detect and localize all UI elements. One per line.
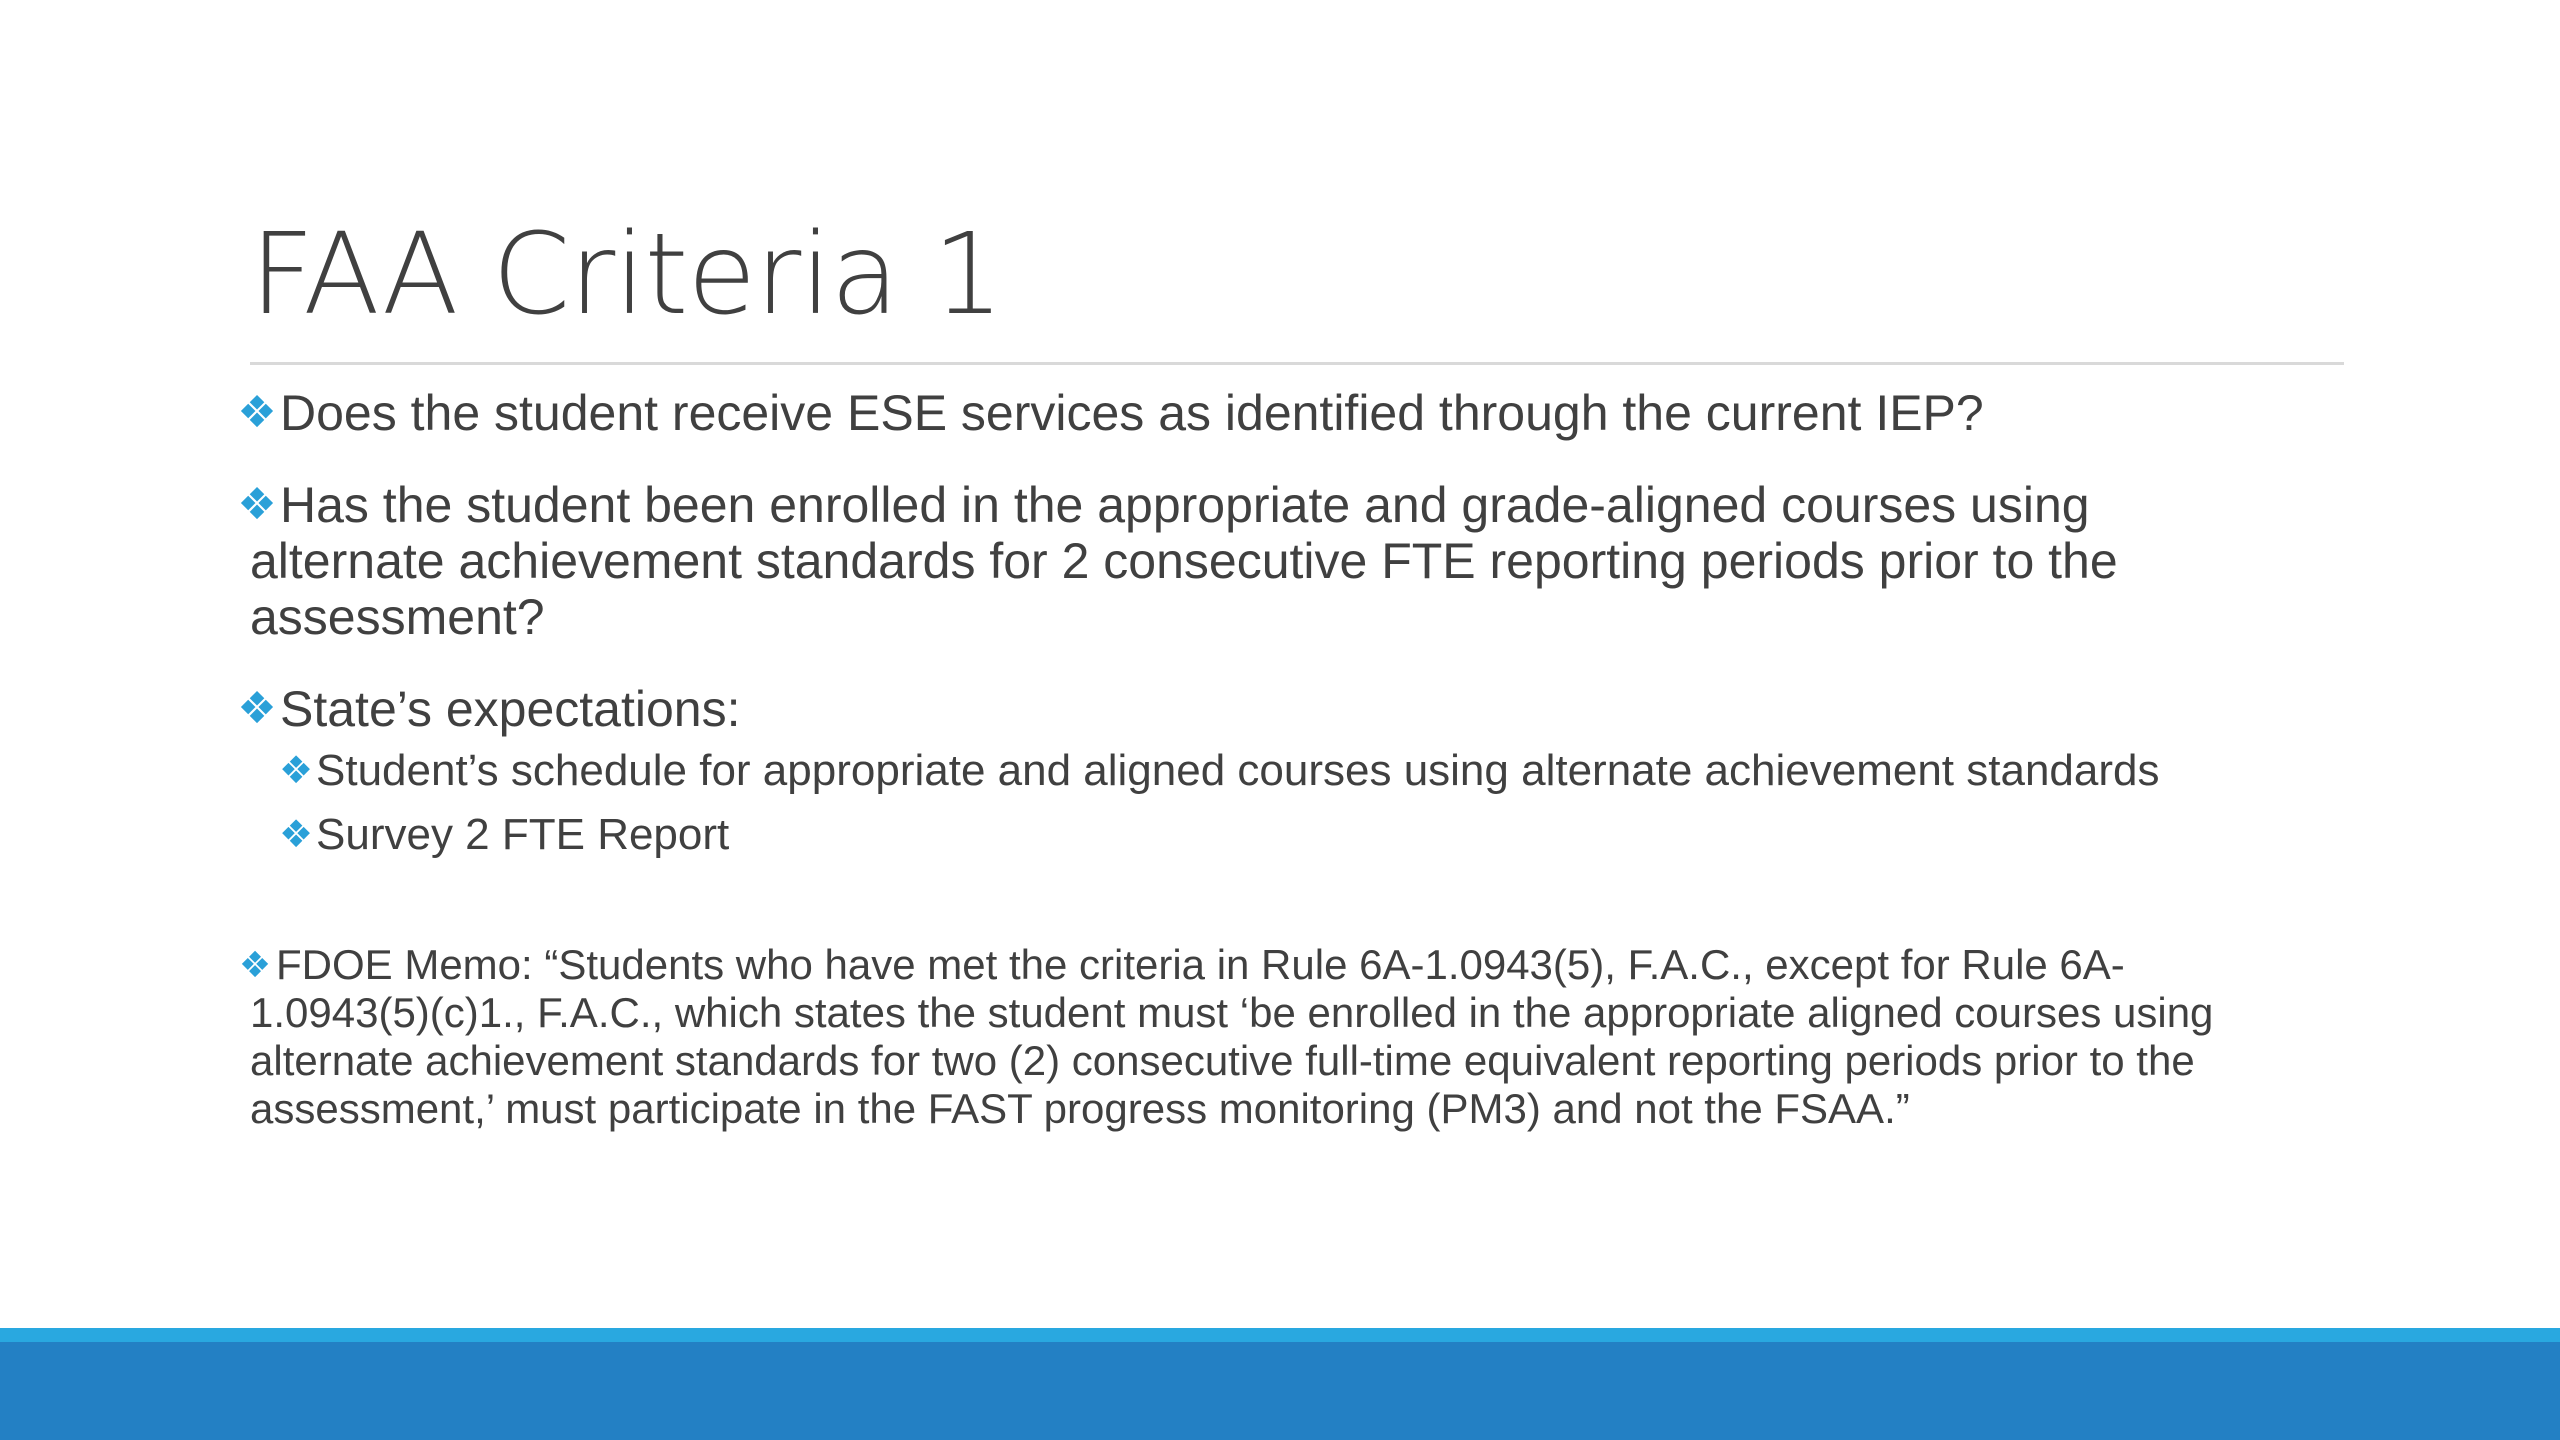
sub-bullet-item-schedule bbox=[276, 745, 2344, 797]
four-diamond-bullet-icon: ❖ bbox=[237, 480, 277, 529]
bullet-text: Does the student receive ESE services as identified through the current IEP? bbox=[280, 385, 1984, 441]
memo-bullet bbox=[234, 941, 2344, 1133]
memo-text-continued: 1.0943(5)(c)1., F.A.C., which states the student must ‘be enrolled in the appropriate aligned courses using alternate achievement standards for two (2) consecutive full-time equivalent reporting periods prior to the assessment,’ must participate in the FAST progress monitoring (PM3) and not the FSAA.” bbox=[250, 989, 2214, 1132]
sub-bullet-text: Survey 2 FTE Report bbox=[316, 810, 730, 859]
footer-bar bbox=[0, 1342, 2560, 1440]
slide-title: FAA Criteria 1 bbox=[250, 210, 1003, 340]
four-diamond-bullet-icon: ❖ bbox=[238, 944, 272, 985]
four-diamond-bullet-icon: ❖ bbox=[278, 814, 314, 856]
four-diamond-bullet-icon: ❖ bbox=[237, 388, 277, 437]
sub-bullet-text: Student’s schedule for appropriate and aligned courses using alternate achievement standards bbox=[316, 746, 2160, 795]
title-divider bbox=[250, 362, 2344, 365]
footer-accent-bar bbox=[0, 1328, 2560, 1342]
bullet-item-state-expectations bbox=[234, 681, 2344, 737]
sub-bullet-item-survey bbox=[276, 809, 2344, 861]
bullet-list bbox=[234, 385, 2344, 1133]
bullet-text: State’s expectations: bbox=[280, 681, 741, 737]
bullet-text-continued: alternate achievement standards for 2 consecutive FTE reporting periods prior to the assessment? bbox=[250, 533, 2118, 645]
memo-text: FDOE Memo: “Students who have met the criteria in Rule 6A-1.0943(5), F.A.C., except for Rule 6A- bbox=[276, 941, 2125, 988]
bullet-item-enrollment bbox=[234, 477, 2344, 645]
bullet-item-ese-services bbox=[234, 385, 2344, 441]
bullet-text: Has the student been enrolled in the appropriate and grade-aligned courses using bbox=[280, 477, 2090, 533]
four-diamond-bullet-icon: ❖ bbox=[237, 684, 277, 733]
four-diamond-bullet-icon: ❖ bbox=[278, 750, 314, 792]
